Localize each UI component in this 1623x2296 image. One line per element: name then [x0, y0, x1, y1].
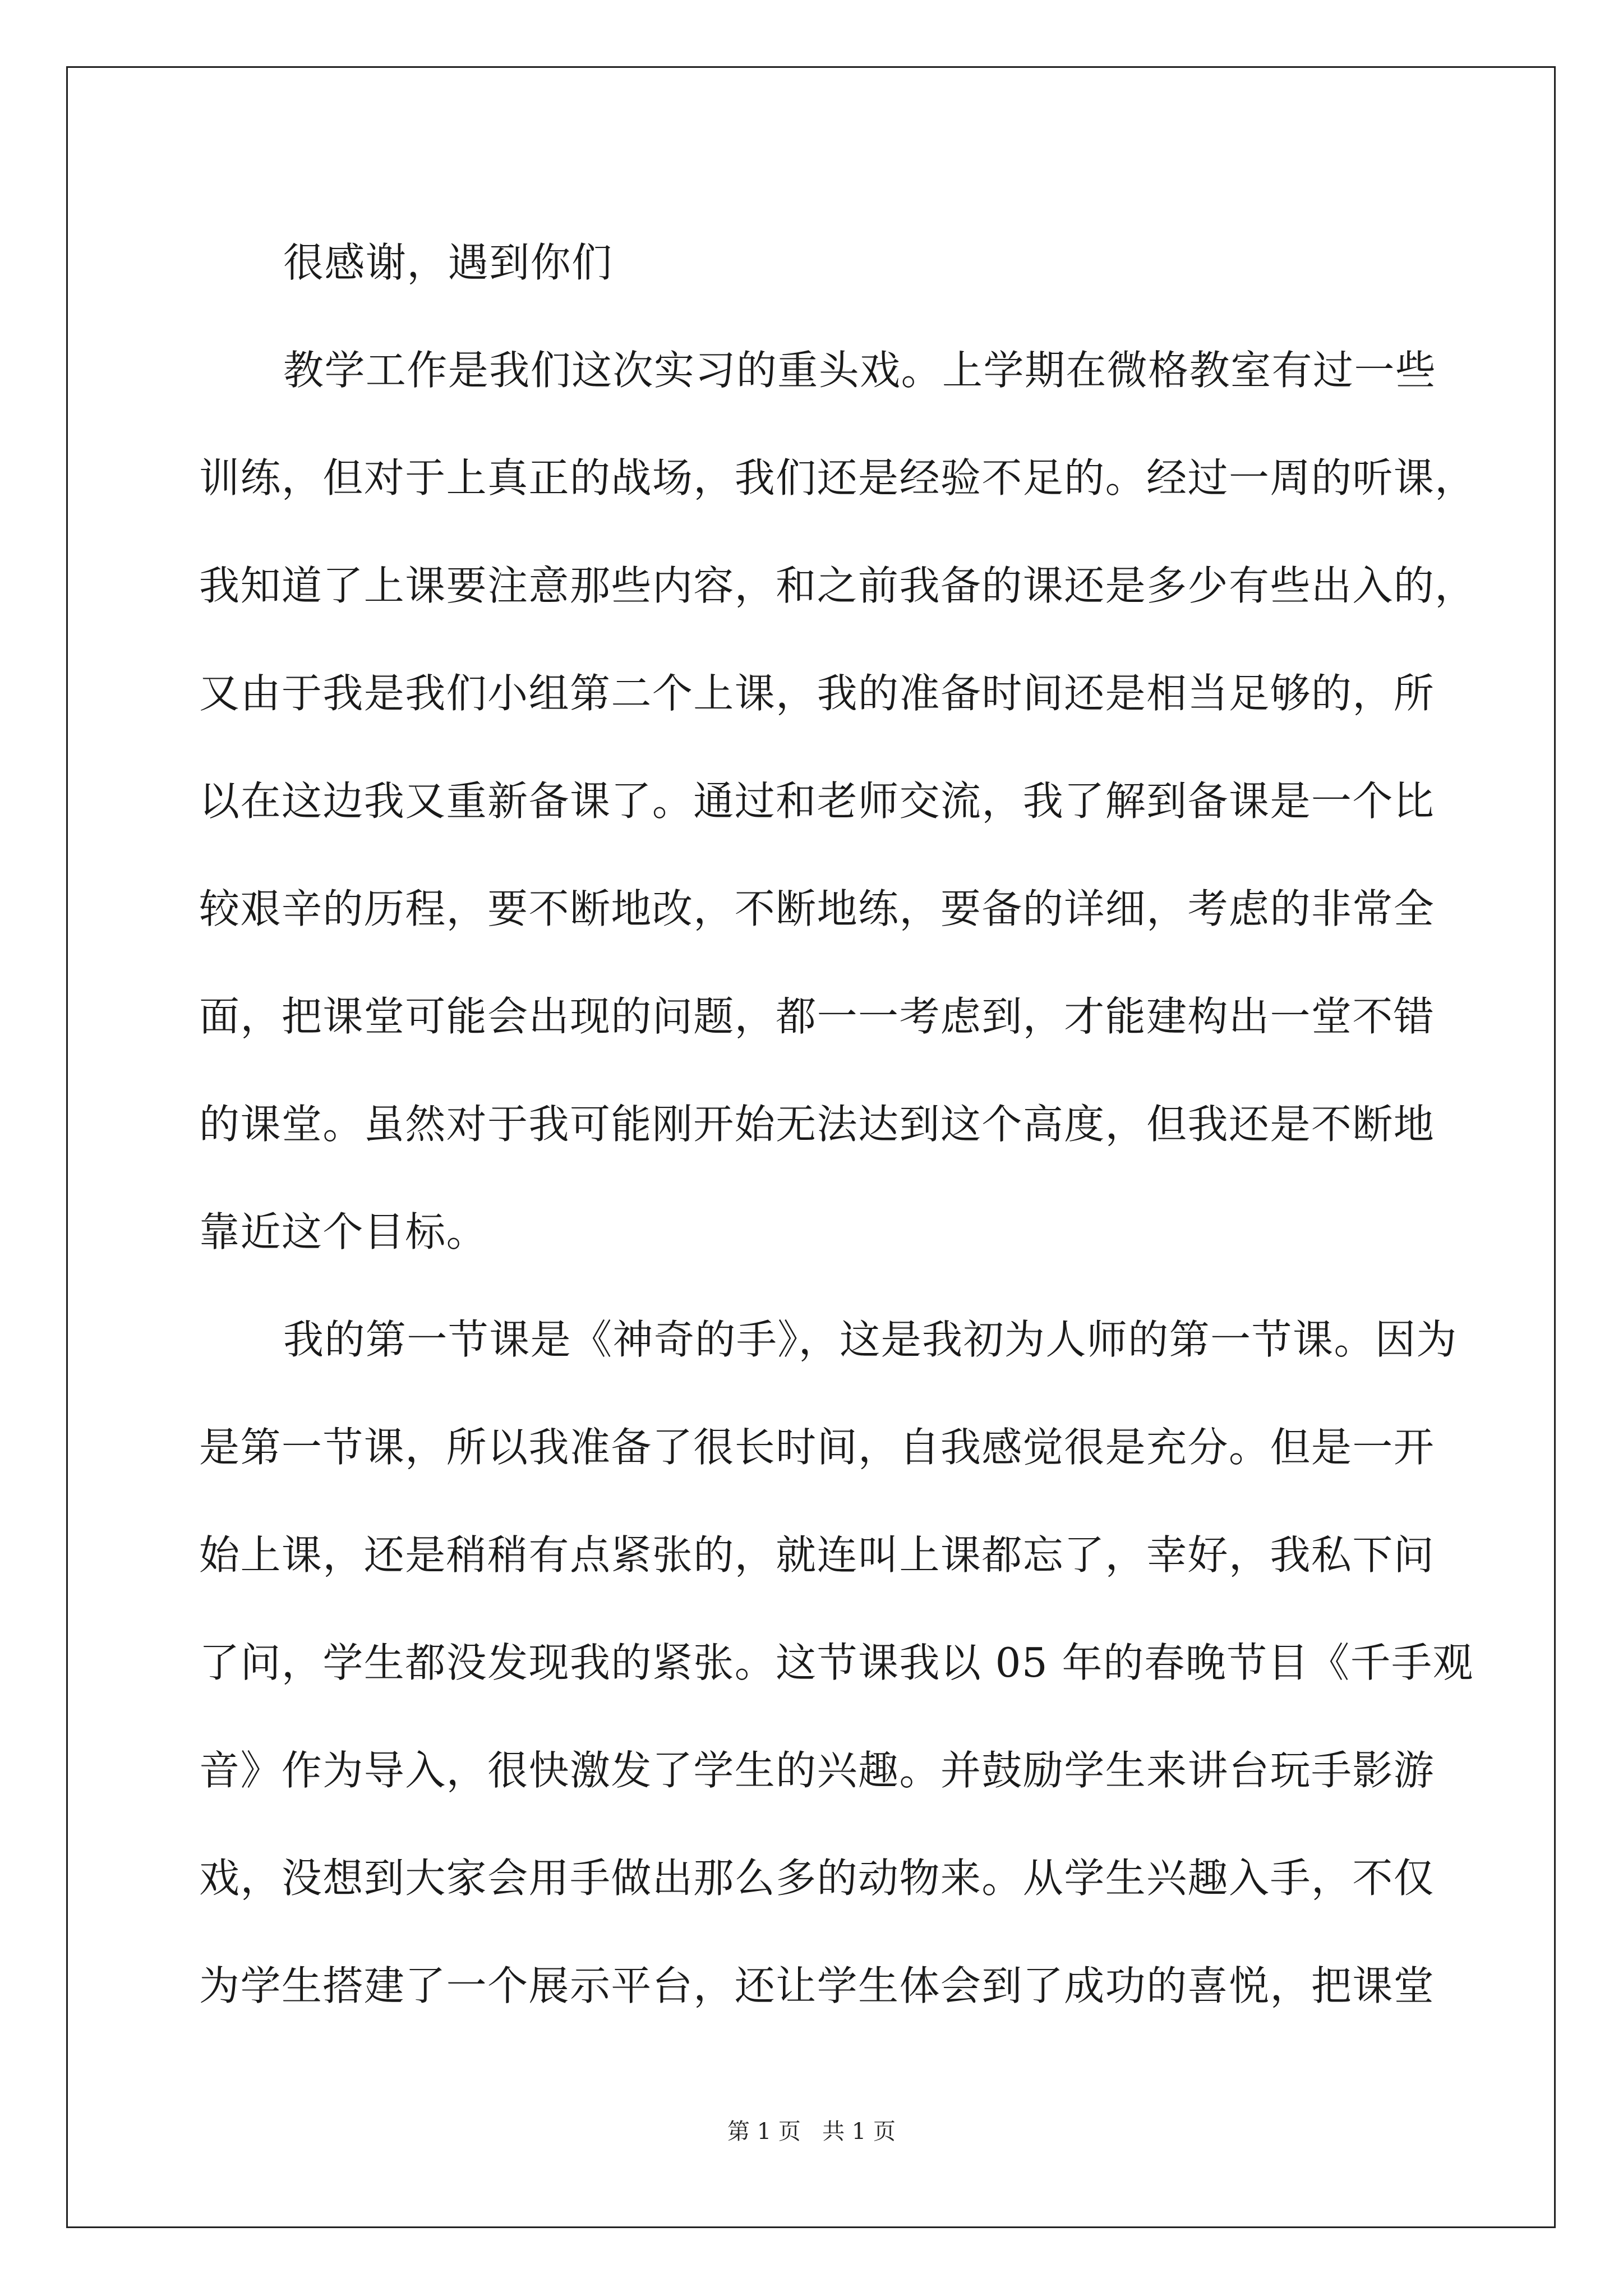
page-number-footer: 第 1 页 共 1 页 — [727, 2119, 896, 2145]
paragraph-1 — [199, 316, 1476, 1286]
paragraph-line: 面，把课堂可能会出现的问题，都一一考虑到，才能建构出一堂不错 — [199, 993, 1435, 1040]
paragraph-line: 戏，没想到大家会用手做出那么多的动物来。从学生兴趣入手，不仅 — [199, 1855, 1435, 1902]
document-body — [199, 209, 1476, 2040]
paragraph-line: 音》作为导入，很快激发了学生的兴趣。并鼓励学生来讲台玩手影游 — [199, 1747, 1435, 1794]
paragraph-line: 训练，但对于上真正的战场，我们还是经验不足的。经过一周的听课， — [199, 454, 1476, 501]
paragraph-2 — [199, 1286, 1474, 2040]
paragraph-line: 始上课，还是稍稍有点紧张的，就连叫上课都忘了，幸好，我私下问 — [199, 1531, 1435, 1579]
paragraph-line: 教学工作是我们这次实习的重头戏。上学期在微格教室有过一些 — [283, 347, 1437, 394]
document-title: 很感谢，遇到你们 — [283, 239, 613, 286]
paragraph-line: 为学生搭建了一个展示平台，还让学生体会到了成功的喜悦，把课堂 — [199, 1962, 1435, 2009]
paragraph-line: 我知道了上课要注意那些内容，和之前我备的课还是多少有些出入的， — [199, 562, 1476, 609]
paragraph-line: 是第一节课，所以我准备了很长时间，自我感觉很是充分。但是一开 — [199, 1424, 1435, 1471]
paragraph-line: 我的第一节课是《神奇的手》，这是我初为人师的第一节课。因为 — [283, 1316, 1458, 1363]
paragraph-line: 了问，学生都没发现我的紧张。这节课我以 05 年的春晚节目《千手观 — [199, 1639, 1474, 1686]
paragraph-line: 以在这边我又重新备课了。通过和老师交流，我了解到备课是一个比 — [199, 777, 1435, 825]
paragraph-line: 较艰辛的历程，要不断地改，不断地练，要备的详细，考虑的非常全 — [199, 885, 1435, 932]
paragraph-line: 的课堂。虽然对于我可能刚开始无法达到这个高度，但我还是不断地 — [199, 1101, 1435, 1148]
paragraph-line: 又由于我是我们小组第二个上课，我的准备时间还是相当足够的，所 — [199, 670, 1435, 717]
paragraph-line: 靠近这个目标。 — [199, 1208, 488, 1255]
